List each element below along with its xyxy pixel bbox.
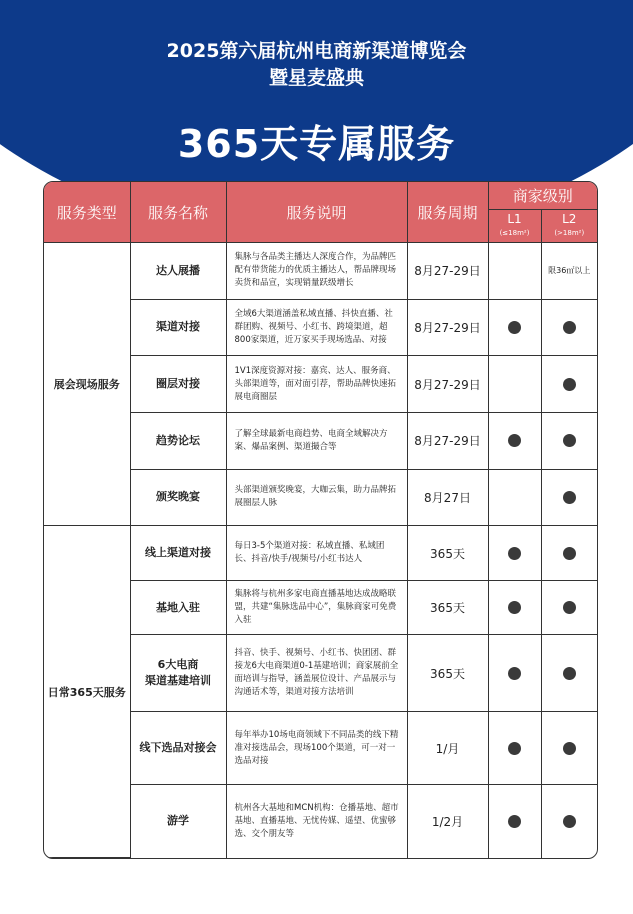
included-dot-icon <box>508 434 521 447</box>
service-name-text: 达人展播 <box>156 263 200 277</box>
service-name <box>130 635 226 712</box>
table-body <box>44 243 597 858</box>
service-name <box>130 526 226 581</box>
service-period: 1/月 <box>407 712 488 785</box>
level-l1-cell <box>488 299 541 356</box>
event-title: 2025第六届杭州电商新渠道博览会 <box>166 40 467 62</box>
included-dot-icon <box>563 667 576 680</box>
service-period: 8月27-29日 <box>407 356 488 413</box>
level-l1-cell <box>488 356 541 413</box>
included-dot-icon <box>563 815 576 828</box>
service-period: 8月27-29日 <box>407 243 488 300</box>
level-l1-size: (≤18m²) <box>499 229 530 237</box>
service-name-text: 基地入驻 <box>156 600 200 614</box>
level-l1-cell <box>488 580 541 635</box>
service-description: 每年举办10场电商领域下不同品类的线下精准对接选品会，现场100个渠道，可一对一选品对接 <box>226 712 407 785</box>
service-name <box>130 412 226 469</box>
included-dot-icon <box>508 742 521 755</box>
service-name-text: 趋势论坛 <box>156 433 200 447</box>
service-name <box>130 299 226 356</box>
service-description: 1V1深度资源对接：嘉宾、达人、服务商、头部渠道等，面对面引荐，帮助品牌快速拓展电商圈层 <box>226 356 407 413</box>
header-level-l2 <box>541 210 597 243</box>
level-l2-cell <box>541 635 597 712</box>
service-name-text: 颁奖晚宴 <box>156 490 200 504</box>
service-description: 每日3-5个渠道对接：私域直播、私域团长、抖音/快手/视频号/小红书达人 <box>226 526 407 581</box>
service-period: 8月27-29日 <box>407 299 488 356</box>
included-dot-icon <box>508 601 521 614</box>
level-l2-cell <box>541 412 597 469</box>
service-name-text: 渠道对接 <box>156 320 200 334</box>
level-l1-cell <box>488 635 541 712</box>
service-name-text: 线上渠道对接 <box>145 546 211 559</box>
included-dot-icon <box>563 378 576 391</box>
service-period: 1/2月 <box>407 785 488 858</box>
level-l2-label: L2 <box>562 212 577 226</box>
service-name <box>130 712 226 785</box>
included-dot-icon <box>563 547 576 560</box>
service-description: 头部渠道颁奖晚宴，大咖云集，助力品牌拓展圈层人脉 <box>226 469 407 526</box>
event-subtitle: 暨星麦盛典 <box>268 67 364 89</box>
header-service-desc: 服务说明 <box>226 182 407 243</box>
service-period: 8月27日 <box>407 469 488 526</box>
service-name <box>130 469 226 526</box>
service-name-text: 游学 <box>167 814 189 828</box>
service-name-text: 圈层对接 <box>156 377 200 391</box>
level-l2-cell <box>541 299 597 356</box>
level-l2-cell <box>541 469 597 526</box>
level-l2-cell <box>541 785 597 858</box>
level-l1-cell <box>488 526 541 581</box>
included-dot-icon <box>563 601 576 614</box>
page-headline: 365天专属服务 <box>177 122 456 166</box>
level-l1-cell <box>488 785 541 858</box>
included-dot-icon <box>563 491 576 504</box>
level-note: 限36㎡以上 <box>548 266 591 276</box>
service-period: 8月27-29日 <box>407 412 488 469</box>
header-merchant-level: 商家级别 <box>488 182 597 210</box>
service-name-text: 线下选品对接会 <box>139 741 217 755</box>
included-dot-icon <box>563 321 576 334</box>
service-name <box>130 356 226 413</box>
level-l2-cell <box>541 243 597 300</box>
service-description: 集脉与各品类主播达人深度合作，为品牌匹配有带货能力的优质主播达人，帮品牌现场卖货和品宣，实现销量跃级增长 <box>226 243 407 300</box>
service-table <box>43 181 598 859</box>
service-category: 展会现场服务 <box>44 243 130 526</box>
level-l2-cell <box>541 712 597 785</box>
level-l2-size: (>18m²) <box>554 229 585 237</box>
service-name <box>130 243 226 300</box>
header-service-period: 服务周期 <box>407 182 488 243</box>
level-l1-cell <box>488 712 541 785</box>
service-description: 杭州各大基地和MCN机构：仓播基地、超市基地、直播基地、无忧传媒、遥望、优蜜够选、交个朋友等 <box>226 785 407 858</box>
header-service-type: 服务类型 <box>44 182 130 243</box>
level-l1-cell <box>488 412 541 469</box>
included-dot-icon <box>508 815 521 828</box>
service-description: 全域6大渠道涵盖私域直播、抖快直播、社群团购、视频号、小红书、跨境渠道，超800家渠道，近万家买手现场选品、对接 <box>226 299 407 356</box>
service-period: 365天 <box>407 526 488 581</box>
level-l1-cell <box>488 469 541 526</box>
included-dot-icon <box>508 547 521 560</box>
level-l2-cell <box>541 580 597 635</box>
table-row <box>44 243 597 300</box>
included-dot-icon <box>508 667 521 680</box>
service-description: 了解全球最新电商趋势、电商全域解决方案、爆品案例、渠道撮合等 <box>226 412 407 469</box>
service-period: 365天 <box>407 635 488 712</box>
included-dot-icon <box>563 742 576 755</box>
level-l1-label: L1 <box>507 212 522 226</box>
level-l2-cell <box>541 356 597 413</box>
service-period: 365天 <box>407 580 488 635</box>
service-description: 集脉将与杭州多家电商直播基地达成战略联盟，共建“集脉选品中心”，集脉商家可免费入驻 <box>226 580 407 635</box>
header-service-name: 服务名称 <box>130 182 226 243</box>
table-row <box>44 526 597 581</box>
service-name <box>130 580 226 635</box>
included-dot-icon <box>563 434 576 447</box>
level-l1-cell <box>488 243 541 300</box>
service-category: 日常365天服务 <box>44 526 130 858</box>
level-l2-cell <box>541 526 597 581</box>
service-name <box>130 785 226 858</box>
service-name-text: 6大电商 渠道基建培训 <box>145 658 211 688</box>
service-description: 抖音、快手、视频号、小红书、快团团、群接龙6大电商渠道0-1基建培训；商家展前全面培训与指导，涵盖展位设计、产品展示与沟通话术等，渠道对接方法培训 <box>226 635 407 712</box>
included-dot-icon <box>508 321 521 334</box>
header-level-l1 <box>488 210 541 243</box>
